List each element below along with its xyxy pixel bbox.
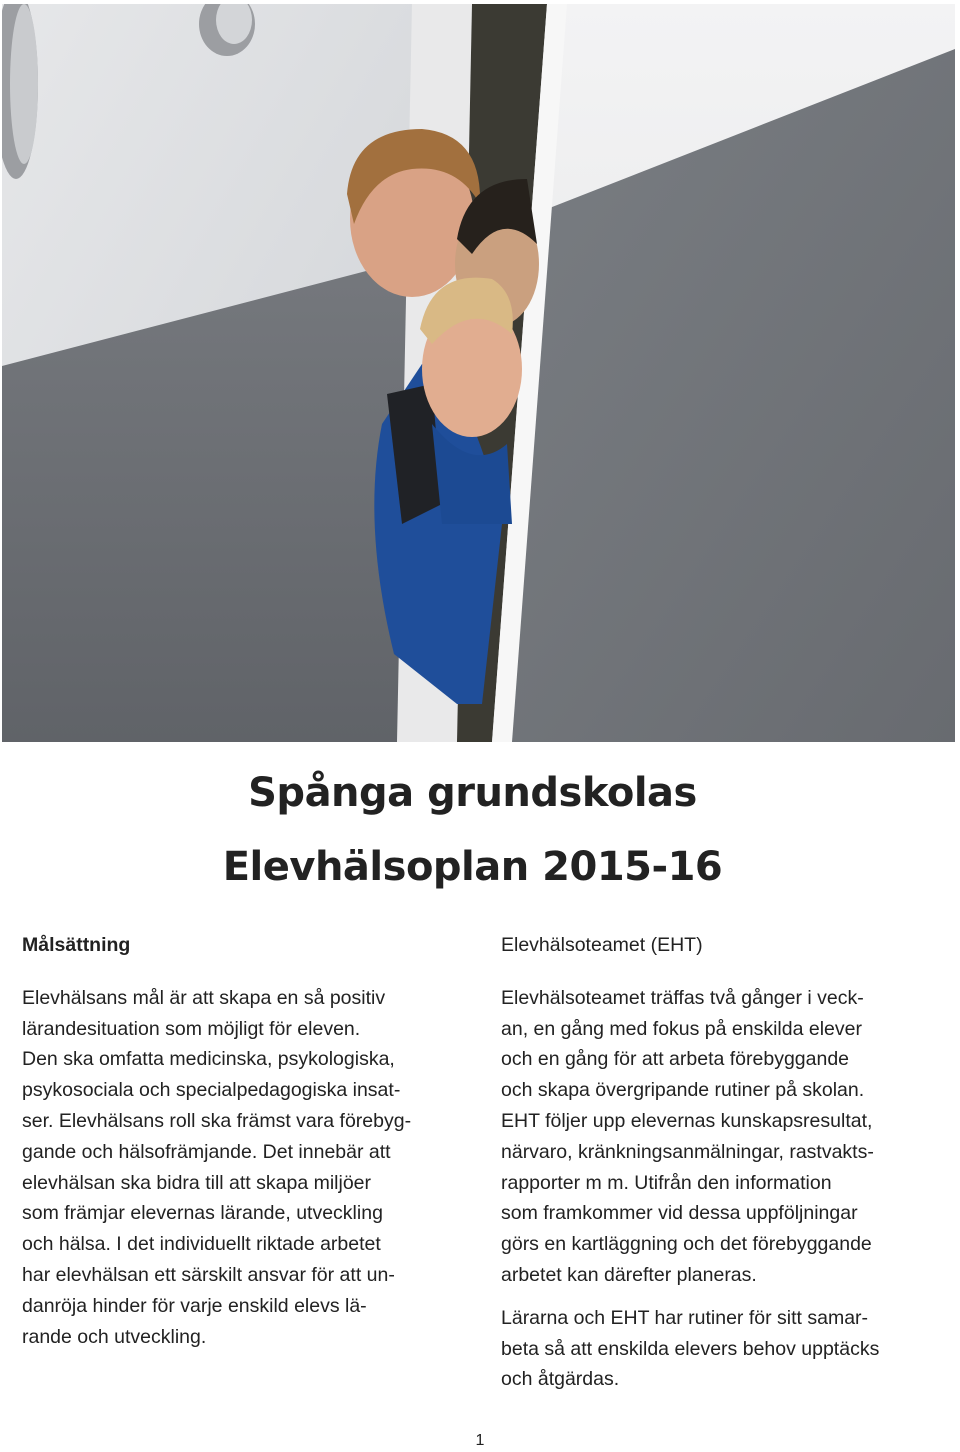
text-line: an, en gång med fokus på enskilda elever [501,1017,862,1040]
text-line: Elevhälsans mål är att skapa en så positiv [22,986,386,1009]
document-title-line-1: Spånga grundskolas [248,770,697,816]
text-line: har elevhälsan ett särskilt ansvar för att un- [22,1263,395,1286]
text-line: som framkommer vid dessa uppföljningar [501,1202,858,1225]
section-paragraph-1 [501,983,951,1291]
text-line: Lärarna och EHT har rutiner för sitt samar- [501,1306,869,1329]
text-line: EHT följer upp elevernas kunskapsresultat, [501,1109,873,1132]
text-line: rapporter m m. Utifrån den information [501,1171,832,1194]
text-line: lärandesituation som möjligt för eleven. [22,1017,361,1040]
section-malsattning [22,930,462,1352]
text-line: och en gång för att arbeta förebyggande [501,1048,850,1071]
cover-photo [2,4,955,742]
section-elevhalsoteamet [501,930,951,1395]
page-number: 1 [475,1432,485,1449]
text-line: elevhälsan ska bidra till att skapa miljöer [22,1171,372,1194]
text-line: beta så att enskilda elevers behov upptäcks [501,1337,880,1360]
section-heading: Elevhälsoteamet (EHT) [501,934,703,956]
text-line: och åtgärdas. [501,1368,620,1391]
text-line: görs en kartläggning och det förebyggande [501,1233,872,1256]
text-line: psykosociala och specialpedagogiska insat- [22,1079,401,1102]
document-title-line-2: Elevhälsoplan 2015-16 [222,844,723,890]
text-line: ser. Elevhälsans roll ska främst vara förebyg- [22,1109,412,1132]
text-line: danröja hinder för varje enskild elevs lä- [22,1294,367,1317]
text-line: och skapa övergripande rutiner på skolan. [501,1079,865,1102]
section-paragraph-2 [501,1303,951,1395]
text-line: och hälsa. I det individuellt riktade arbetet [22,1233,381,1256]
section-body [22,983,462,1353]
text-line: arbetet kan därefter planeras. [501,1263,757,1286]
text-line: Elevhälsoteamet träffas två gånger i veck- [501,986,864,1009]
text-line: gande och hälsofrämjande. Det innebär att [22,1140,391,1163]
text-line: som främjar elevernas lärande, utveckling [22,1202,383,1225]
section-heading: Målsättning [22,934,131,956]
text-line: Den ska omfatta medicinska, psykologiska, [22,1048,395,1071]
text-line: rande och utveckling. [22,1325,207,1348]
text-line: närvaro, kränkningsanmälningar, rastvakts- [501,1140,874,1163]
